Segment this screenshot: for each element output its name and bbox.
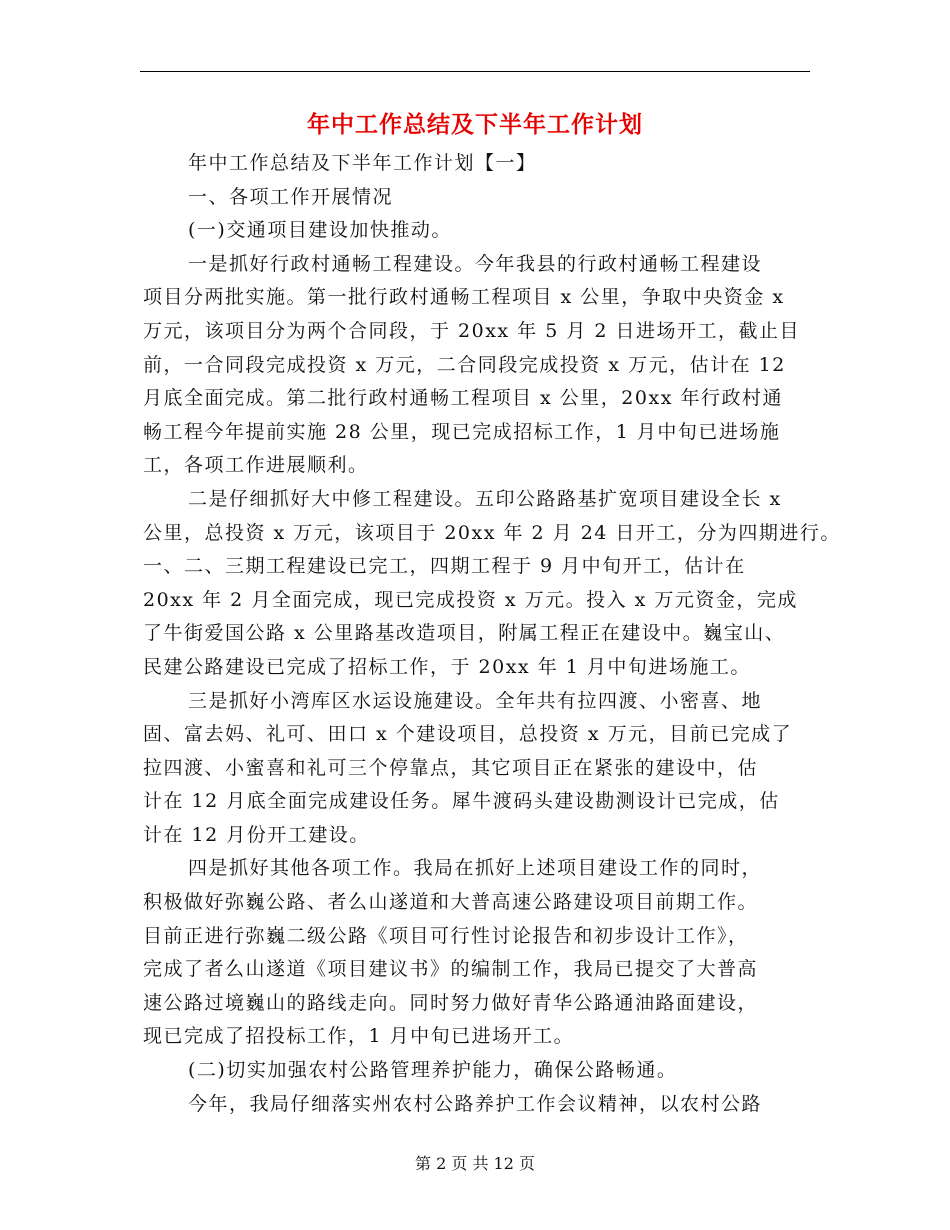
- text-line: 计在 12 月底全面完成建设任务。犀牛渡码头建设勘测设计已完成，估: [143, 790, 780, 813]
- text-line: 计在 12 月份开工建设。: [143, 823, 370, 846]
- text-line: 公里，总投资 x 万元，该项目于 20xx 年 2 月 24 日开工，分为四期进行。: [143, 521, 841, 544]
- text-line: 积极做好弥巍公路、者么山遂道和大普高速公路建设项目前期工作。: [143, 891, 759, 914]
- text-line: 拉四渡、小蜜喜和礼可三个停靠点，其它项目正在紧张的建设中，估: [143, 756, 759, 779]
- text-line: 20xx 年 2 月全面完成，现已完成投资 x 万元。投入 x 万元资金，完成: [143, 588, 798, 611]
- header-rule: [140, 71, 810, 72]
- text-line: 一、二、三期工程建设已完工，四期工程于 9 月中旬开工，估计在: [143, 555, 746, 578]
- text-line: 二是仔细抓好大中修工程建设。五印公路路基扩宽项目建设全长 x: [188, 487, 782, 510]
- text-line: 一、各项工作开展情况: [188, 185, 394, 208]
- text-line: 万元，该项目分为两个合同段，于 20xx 年 5 月 2 日进场开工，截止目: [143, 319, 801, 342]
- text-line: 四是抓好其他各项工作。我局在抓好上述项目建设工作的同时，: [188, 857, 763, 880]
- text-line: 畅工程今年提前实施 28 公里，现已完成招标工作，1 月中旬已进场施: [143, 420, 781, 443]
- document-body: [143, 147, 841, 1121]
- text-line: 月底全面完成。第二批行政村通畅工程项目 x 公里，20xx 年行政村通: [143, 387, 783, 410]
- text-line: (二)切实加强农村公路管理养护能力，确保公路畅通。: [188, 1059, 678, 1082]
- text-line: 民建公路建设已完成了招标工作，于 20xx 年 1 月中旬进场施工。: [143, 655, 751, 678]
- text-line: (一)交通项目建设加快推动。: [188, 219, 452, 242]
- text-line: 了牛街爱国公路 x 公里路基改造项目，附属工程正在建设中。巍宝山、: [143, 622, 786, 645]
- page-number-footer: 第 2 页 共 12 页: [415, 1154, 535, 1173]
- text-line: 工，各项工作进展顺利。: [143, 454, 369, 477]
- text-line: 完成了者么山遂道《项目建议书》的编制工作，我局已提交了大普高: [143, 958, 759, 981]
- text-line: 现已完成了招投标工作，1 月中旬已进场开工。: [143, 1025, 575, 1048]
- text-line: 今年，我局仔细落实州农村公路养护工作会议精神，以农村公路: [188, 1092, 763, 1115]
- text-line: 三是抓好小湾库区水运设施建设。全年共有拉四渡、小密喜、地: [188, 689, 763, 712]
- text-line: 速公路过境巍山的路线走向。同时努力做好青华公路通油路面建设，: [143, 991, 759, 1014]
- text-line: 一是抓好行政村通畅工程建设。今年我县的行政村通畅工程建设: [188, 252, 763, 275]
- text-line: 固、富去妈、礼可、田口 x 个建设项目，总投资 x 万元，目前已完成了: [143, 723, 793, 746]
- text-line: 目前正进行弥巍二级公路《项目可行性讨论报告和初步设计工作》，: [143, 924, 749, 947]
- document-title: 年中工作总结及下半年工作计划: [307, 112, 643, 138]
- text-line: 年中工作总结及下半年工作计划【一】: [188, 152, 537, 174]
- text-line: 项目分两批实施。第一批行政村通畅工程项目 x 公里，争取中央资金 x: [143, 286, 785, 309]
- text-line: 前，一合同段完成投资 x 万元，二合同段完成投资 x 万元，估计在 12: [143, 353, 786, 376]
